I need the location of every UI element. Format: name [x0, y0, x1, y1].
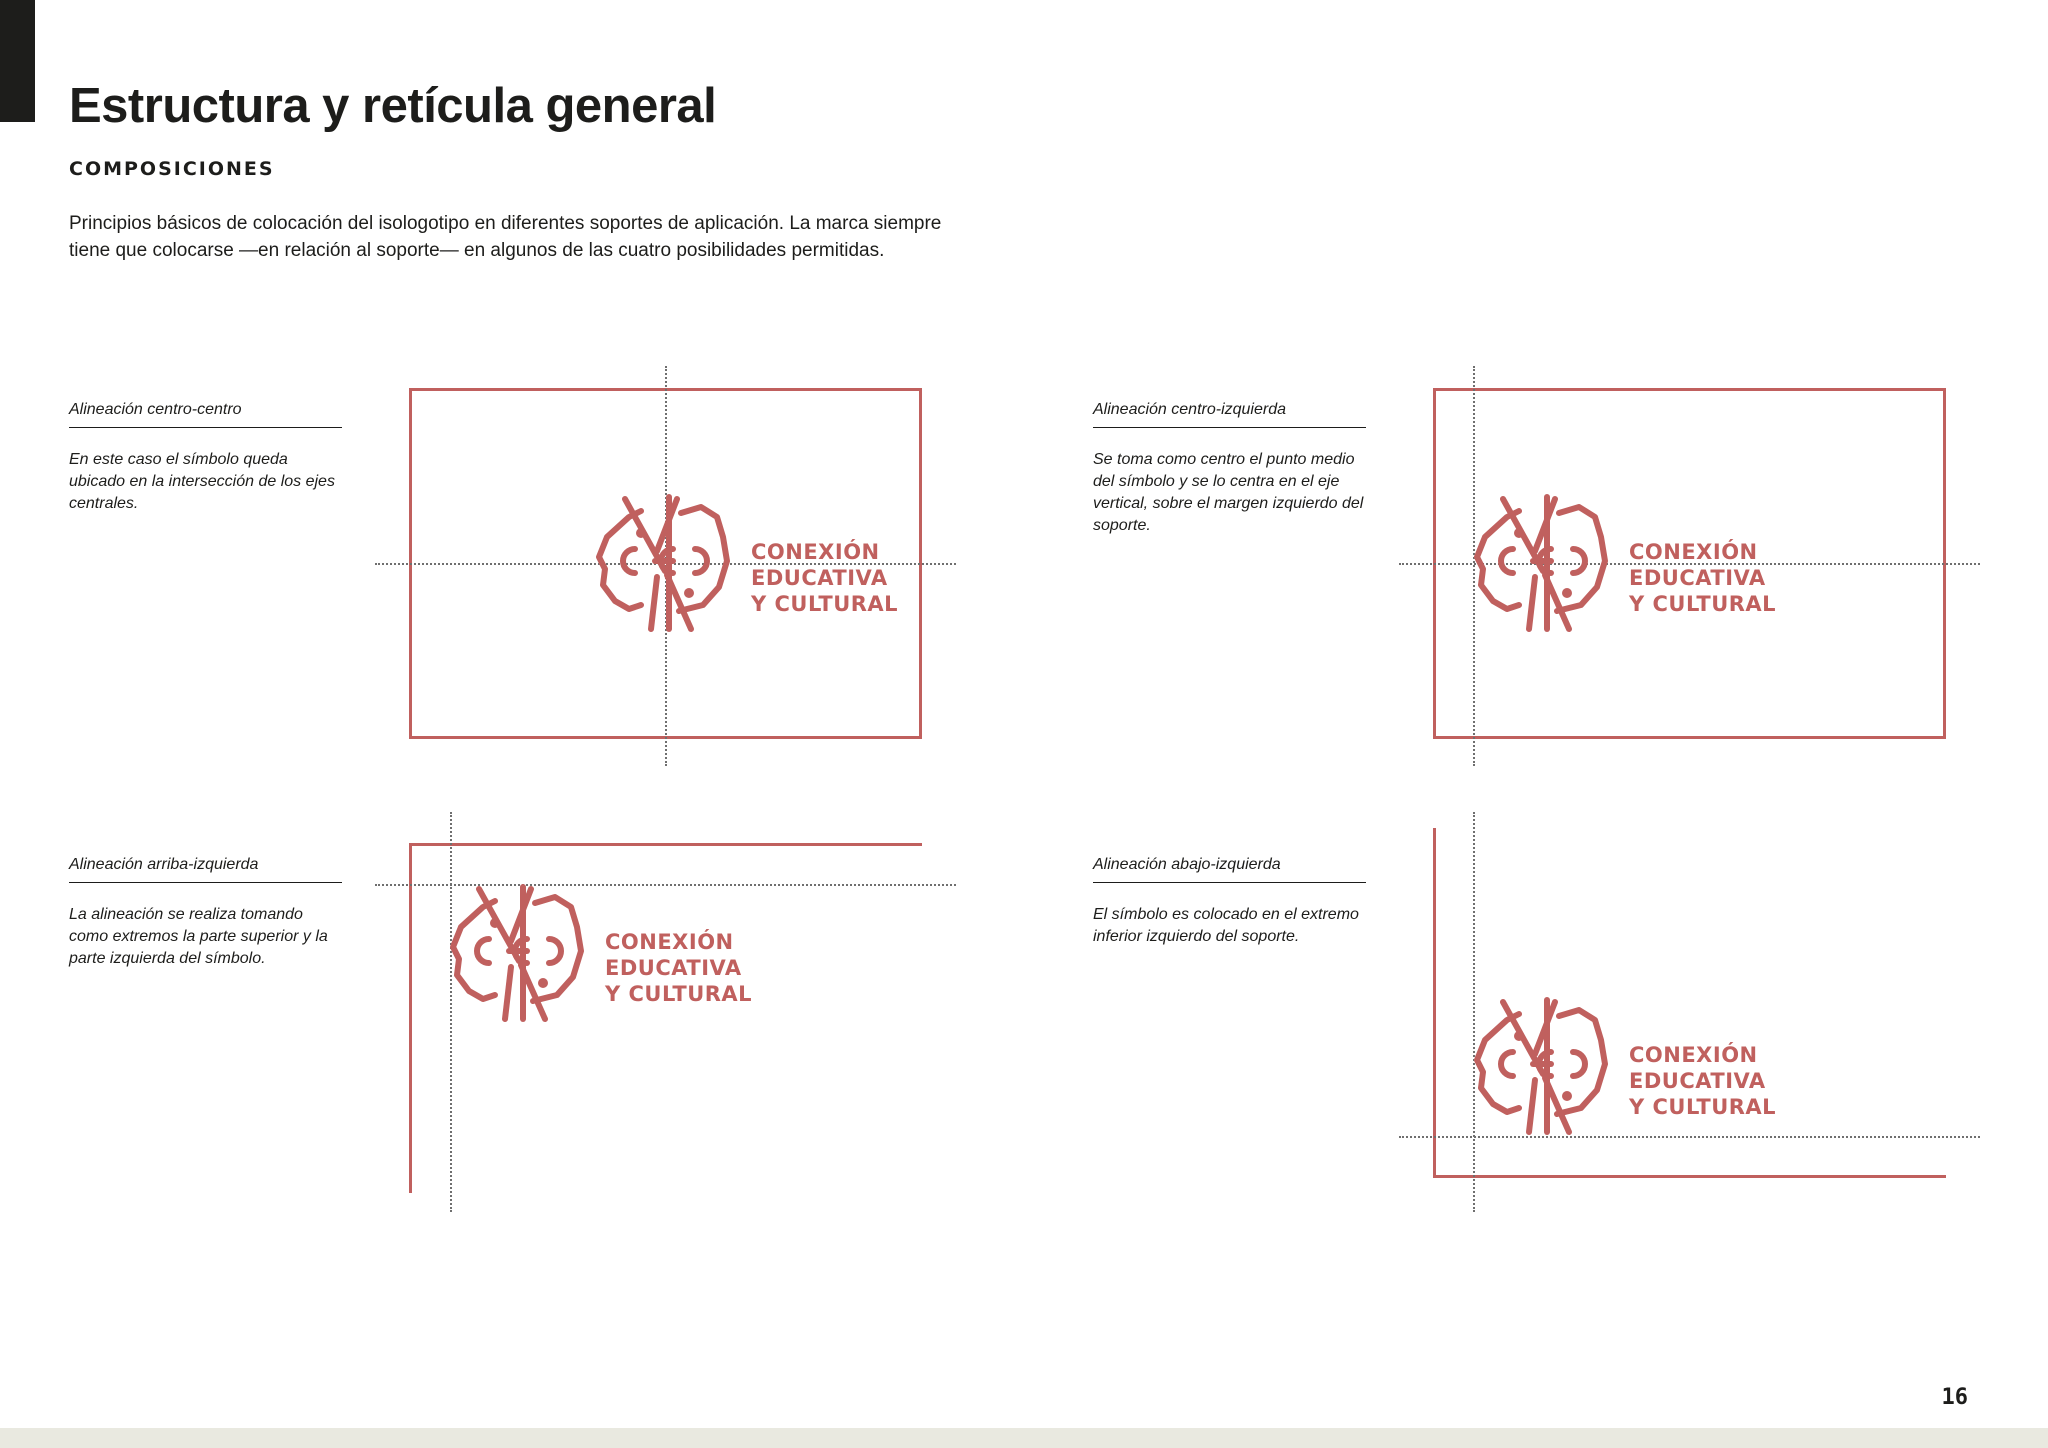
footer-band	[0, 1428, 2048, 1448]
logo-line-1: CONEXIÓN	[1629, 540, 1758, 564]
page-title: Estructura y retícula general	[69, 79, 717, 133]
logo-wordmark	[1629, 539, 1776, 617]
section-subtitle: COMPOSICIONES	[69, 158, 275, 180]
logo-line-2: EDUCATIVA	[1629, 566, 1766, 590]
logo-line-3: Y CULTURAL	[1629, 1095, 1777, 1119]
ceyc-symbol-icon	[595, 493, 735, 633]
composition-description: La alineación se realiza tomando como extremos la parte superior y la parte izquierda del símbolo.	[69, 906, 328, 967]
composition-label-centro-centro	[69, 401, 342, 515]
support-left-edge	[409, 843, 412, 1193]
logo-wordmark	[751, 539, 898, 617]
brand-logo	[1473, 493, 1793, 633]
support-left-edge	[1433, 828, 1436, 1178]
logo-line-1: CONEXIÓN	[605, 930, 734, 954]
logo-line-3: Y CULTURAL	[605, 982, 753, 1006]
composition-description: El símbolo es colocado en el extremo inferior izquierdo del soporte.	[1093, 906, 1359, 945]
composition-title: Alineación centro-centro	[69, 401, 342, 428]
brand-logo	[595, 493, 915, 633]
composition-description: En este caso el símbolo queda ubicado en la intersección de los ejes centrales.	[69, 451, 335, 512]
composition-label-abajo-izquierda	[1093, 856, 1366, 948]
ceyc-symbol-icon	[449, 883, 589, 1023]
logo-line-2: EDUCATIVA	[1629, 1069, 1766, 1093]
logo-wordmark	[1629, 1042, 1776, 1120]
composition-label-centro-izquierda	[1093, 401, 1366, 537]
composition-label-arriba-izquierda	[69, 856, 342, 970]
logo-wordmark	[605, 929, 752, 1007]
composition-description: Se toma como centro el punto medio del símbolo y se lo centra en el eje vertical, sobre el margen izquierdo del soporte.	[1093, 451, 1364, 534]
composition-title: Alineación abajo-izquierda	[1093, 856, 1366, 883]
support-top-edge	[409, 843, 922, 846]
brand-logo	[1473, 996, 1793, 1136]
page-number: 16	[1941, 1385, 1968, 1410]
support-bottom-edge	[1433, 1175, 1946, 1178]
logo-line-2: EDUCATIVA	[605, 956, 742, 980]
ceyc-symbol-icon	[1473, 493, 1613, 633]
composition-title: Alineación arriba-izquierda	[69, 856, 342, 883]
logo-line-2: EDUCATIVA	[751, 566, 888, 590]
logo-line-1: CONEXIÓN	[751, 540, 880, 564]
brand-logo	[449, 883, 769, 1023]
ceyc-symbol-icon	[1473, 996, 1613, 1136]
composition-title: Alineación centro-izquierda	[1093, 401, 1366, 428]
horizontal-margin-guide	[1399, 1136, 1980, 1138]
logo-line-3: Y CULTURAL	[751, 592, 899, 616]
corner-tab	[0, 0, 35, 122]
logo-line-1: CONEXIÓN	[1629, 1043, 1758, 1067]
logo-line-3: Y CULTURAL	[1629, 592, 1777, 616]
intro-paragraph: Principios básicos de colocación del isologotipo en diferentes soportes de aplicación. La marca siempre tiene que colocarse —en relación al soporte— en algunos de las cuatro posibilidades permitidas.	[69, 213, 942, 261]
